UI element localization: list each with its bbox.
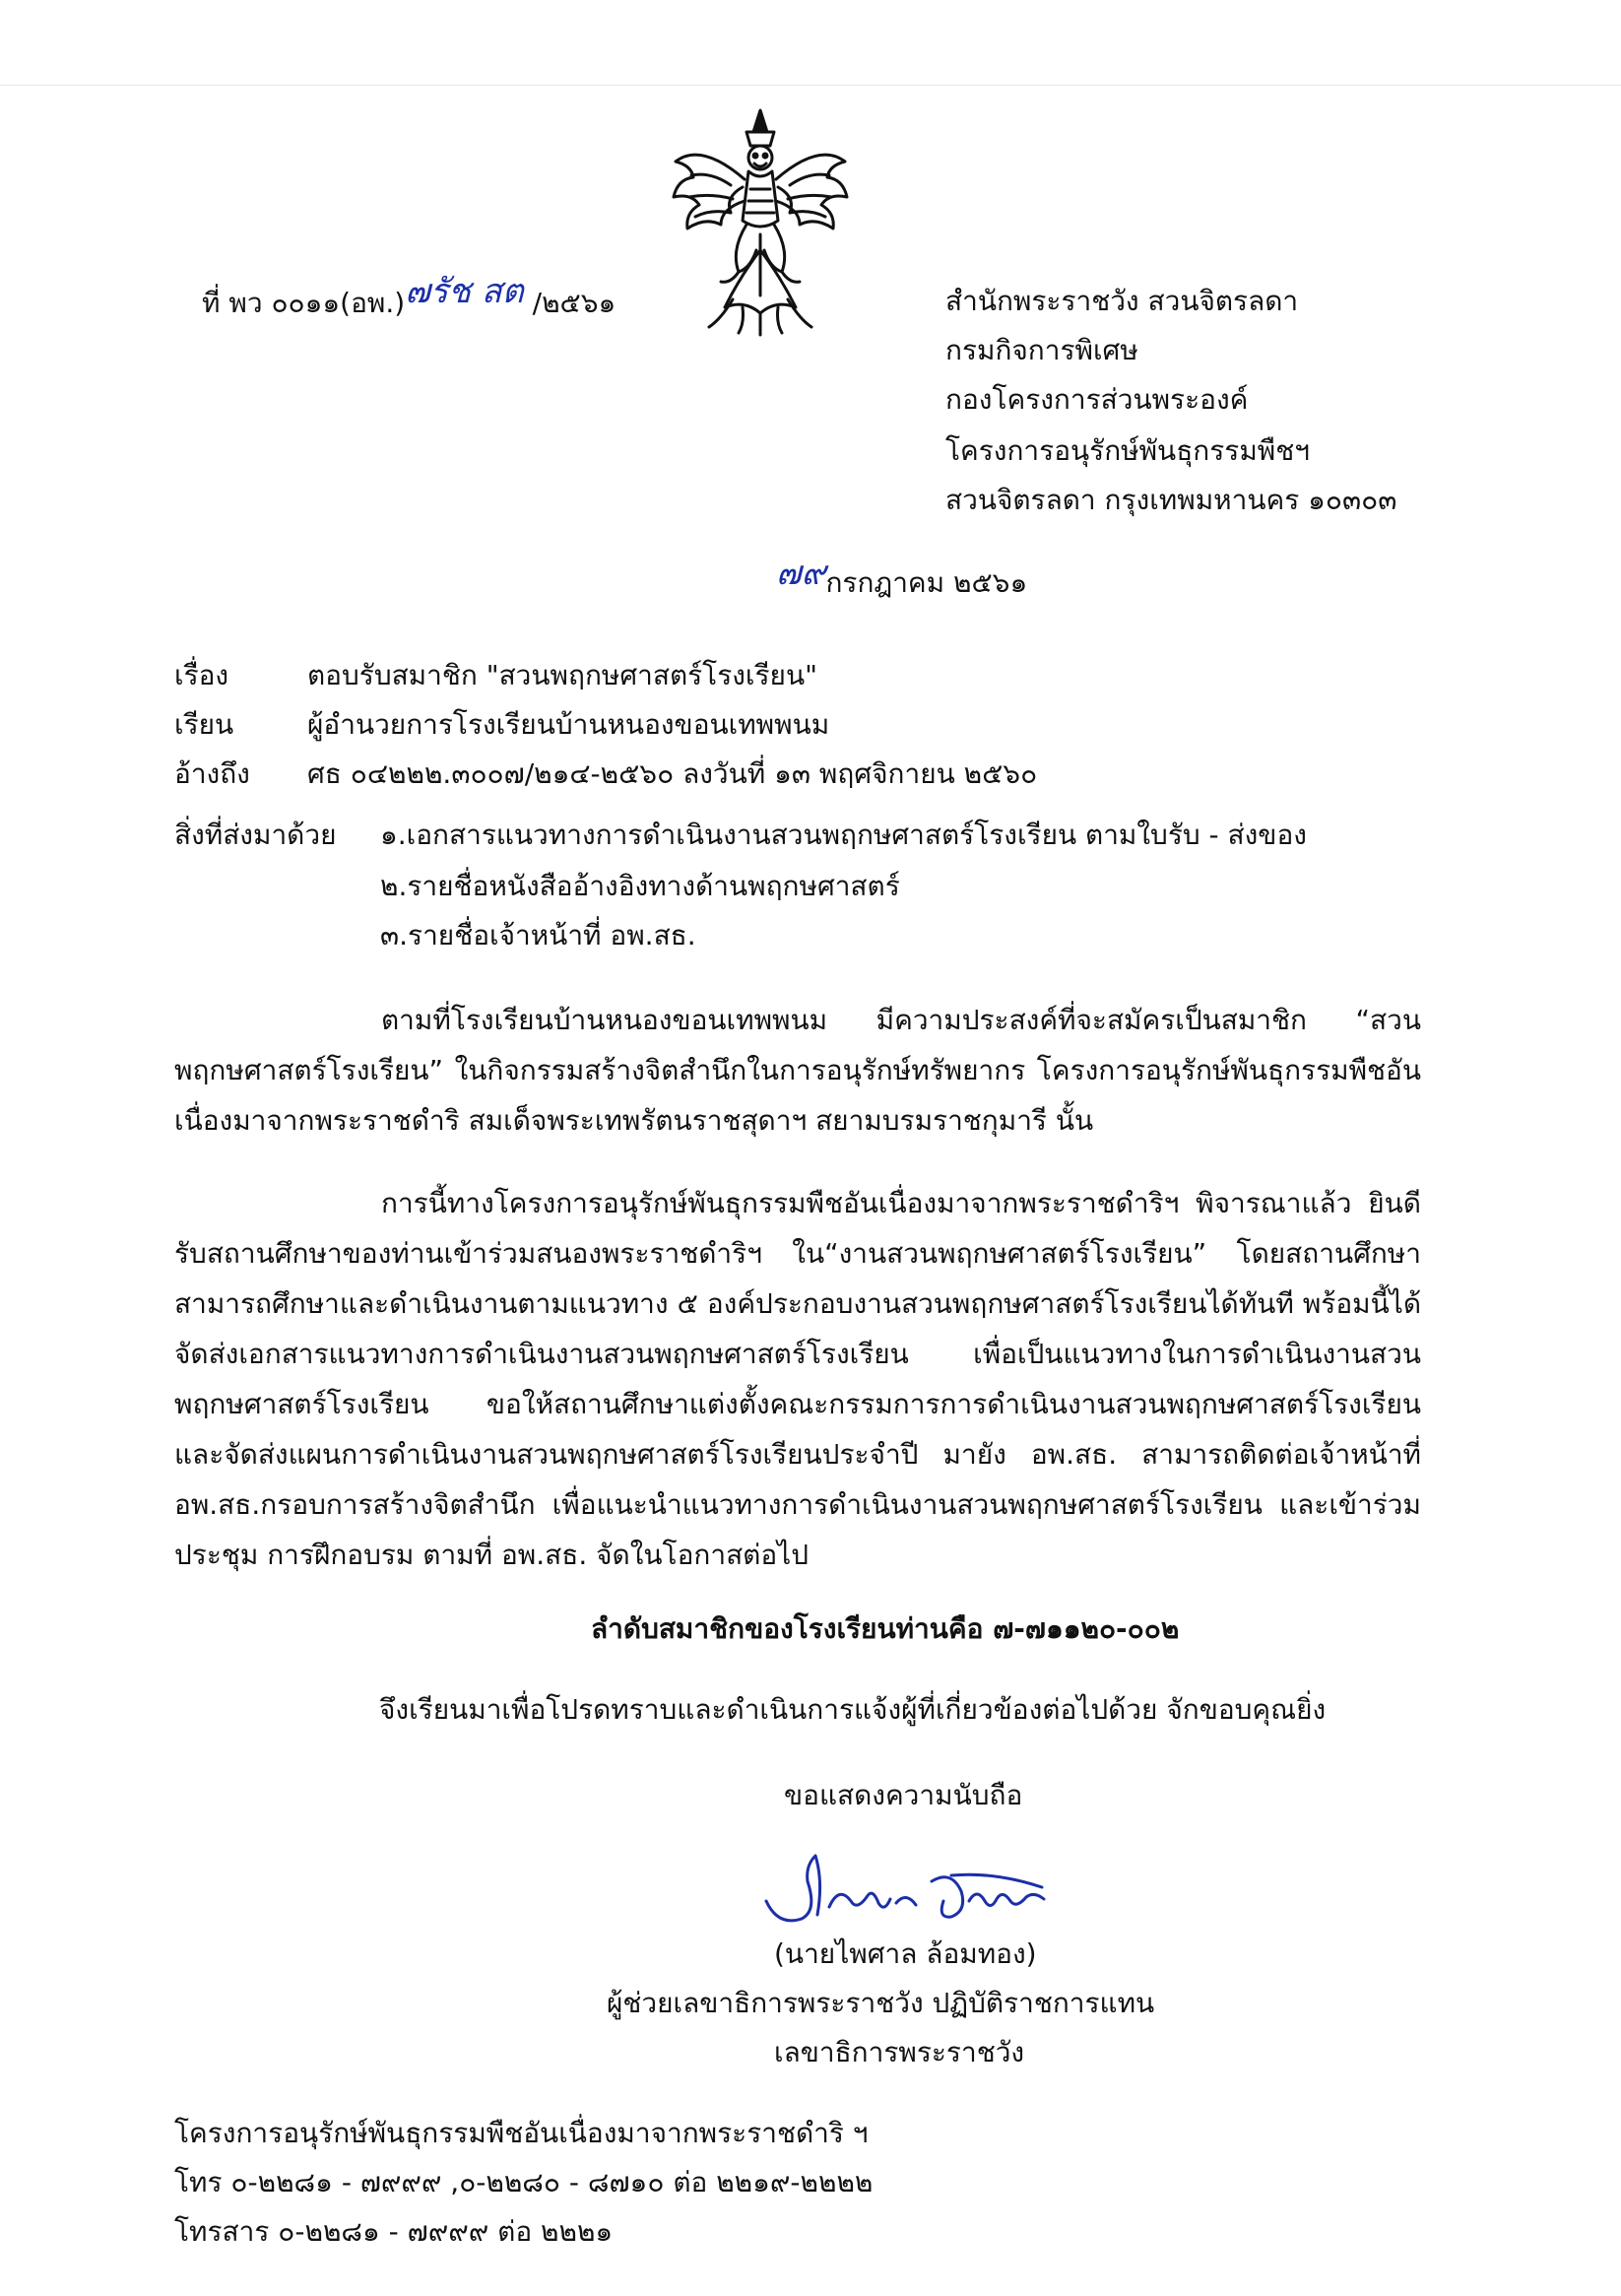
address-line: กรมกิจการพิเศษ (945, 334, 1138, 366)
reference-prefix: ที่ พว ๐๐๑๑(อพ.) (202, 287, 406, 319)
salutation: ขอแสดงความนับถือ (784, 1779, 1023, 1811)
paragraph-2-text: การนี้ทางโครงการอนุรักษ์พันธุกรรมพืชอันเนื่องมาจากพระราชดำริฯ พิจารณาแล้ว ยินดีรับสถานศึกษาของท่านเข้าร่วมสนองพระราชดำริฯ ใน“งานสวนพฤกษศาสตร์โรงเรียน” โดยสถานศึกษาสามารถศึกษาและดำเนินงานตามแนวทาง ๕ องค์ประกอบงานสวนพฤกษศาสตร์โรงเรียนได้ทันที พร้อมนี้ได้จัดส่งเอกสารแนวทางการดำเนินงานสวนพฤกษศาสตร์โรงเรียน เพื่อเป็นแนวทางในการดำเนินงานสวนพฤกษศาสตร์โรงเรียน ขอให้สถานศึกษาแต่งตั้งคณะกรรมการการดำเนินงานสวนพฤกษศาสตร์โรงเรียน และจัดส่งแผนการดำเนินงานสวนพฤกษศาสตร์โรงเรียนประจำปี มายัง อพ.สธ. สามารถติดต่อเจ้าหน้าที่ อพ.สธ.กรอบการสร้างจิตสำนึก เพื่อแนะนำแนวทางการดำเนินงานสวนพฤกษศาสตร์โรงเรียน และเข้าร่วมประชุม การฝึกอบรม ตามที่ อพ.สธ. จัดในโอกาสต่อไป (174, 1187, 1421, 1571)
address-line: โครงการอนุรักษ์พันธุกรรมพืชฯ (945, 434, 1310, 467)
body-paragraph-1 (174, 995, 1421, 1146)
footer-org: โครงการอนุรักษ์พันธุกรรมพืชอันเนื่องมาจากพระราชดำริ ฯ (174, 2117, 869, 2149)
date-month-year: กรกฎาคม ๒๕๖๑ (825, 566, 1028, 599)
address-line: สวนจิตรลดา กรุงเทพมหานคร ๑๐๓๐๓ (945, 484, 1397, 516)
reference-value: ศธ ๐๔๒๒๒.๓๐๐๗/๒๑๔-๒๕๖๐ ลงวันที่ ๑๓ พฤศจิกายน ๒๕๖๐ (307, 757, 1038, 790)
closing-line: จึงเรียนมาเพื่อโปรดทราบและดำเนินการแจ้งผู้ที่เกี่ยวข้องต่อไปด้วย จักขอบคุณยิ่ง (379, 1693, 1327, 1726)
subject-value: ตอบรับสมาชิก "สวนพฤกษศาสตร์โรงเรียน" (307, 659, 817, 691)
reference-number (202, 272, 616, 321)
member-number: ลำดับสมาชิกของโรงเรียนท่านคือ ๗-๗๑๑๒๐-๐๐๒ (591, 1612, 1180, 1645)
signatory-position-2: เลขาธิการพระราชวัง (774, 2036, 1025, 2068)
signature-image (758, 1842, 1054, 1940)
handwritten-reference-number: ๗รัช สต (405, 272, 524, 311)
footer-phone: โทร ๐-๒๒๘๑ - ๗๙๙๙ ,๐-๒๒๘๐ - ๘๗๑๐ ต่อ ๒๒๑๙-๒๒๒๒ (174, 2166, 874, 2198)
signatory-name: (นายไพศาล ล้อมทอง) (774, 1937, 1037, 1970)
subject-label: เรื่อง (174, 659, 229, 691)
footer-fax: โทรสาร ๐-๒๒๘๑ - ๗๙๙๙ ต่อ ๒๒๒๑ (174, 2215, 614, 2248)
paragraph-1-text: ตามที่โรงเรียนบ้านหนองขอนเทพพนม มีความประสงค์ที่จะสมัครเป็นสมาชิก “สวนพฤกษศาสตร์โรงเรียน” ในกิจกรรมสร้างจิตสำนึกในการอนุรักษ์ทรัพยากร โครงการอนุรักษ์พันธุกรรมพืชอันเนื่องมาจากพระราชดำริ สมเด็จพระเทพรัตนราชสุดาฯ สยามบรมราชกุมารี นั้น (174, 1004, 1421, 1137)
enclosure-item: ๒.รายชื่อหนังสืออ้างอิงทางด้านพฤกษศาสตร์ (380, 870, 900, 902)
handwritten-date-day: ๗๙ (776, 554, 826, 593)
recipient-value: ผู้อำนวยการโรงเรียนบ้านหนองขอนเทพพนม (307, 708, 830, 741)
letter-date (776, 554, 1028, 601)
enclosure-item: ๓.รายชื่อเจ้าหน้าที่ อพ.สธ. (380, 919, 696, 951)
reference-label: อ้างถึง (174, 757, 250, 790)
address-line: กองโครงการส่วนพระองค์ (945, 383, 1249, 416)
address-line: สำนักพระราชวัง สวนจิตรลดา (945, 285, 1299, 317)
body-paragraph-2 (174, 1178, 1421, 1580)
reference-year: /๒๕๖๑ (532, 287, 616, 319)
garuda-emblem-icon (662, 102, 859, 339)
signatory-position: ผู้ช่วยเลขาธิการพระราชวัง ปฏิบัติราชการแทน (607, 1987, 1155, 2019)
page-top-edge (0, 85, 1621, 86)
enclosures-label: สิ่งที่ส่งมาด้วย (174, 819, 337, 851)
recipient-label: เรียน (174, 708, 234, 741)
enclosure-item: ๑.เอกสารแนวทางการดำเนินงานสวนพฤกษศาสตร์โรงเรียน ตามใบรับ - ส่งของ (380, 819, 1307, 851)
